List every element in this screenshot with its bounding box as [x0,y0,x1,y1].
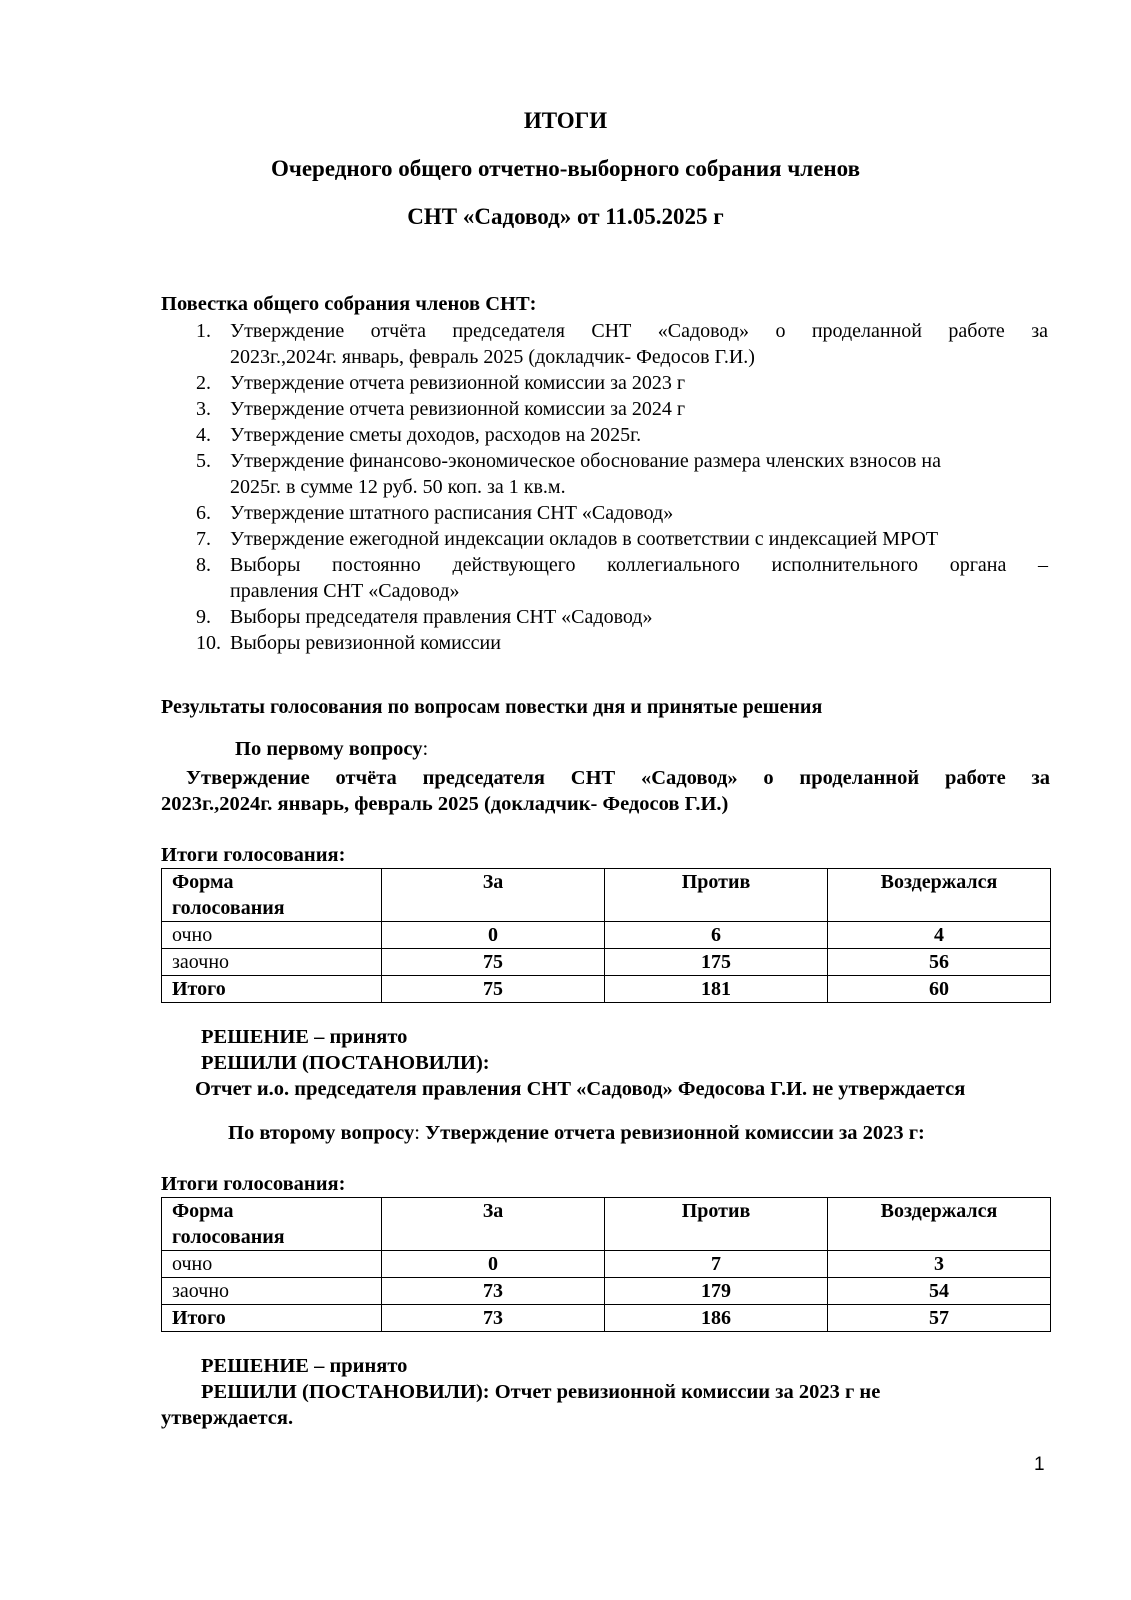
col-header-form-l2: голосования [172,897,285,919]
table-cell: очно [162,922,382,949]
q1-question-line2: 2023г.,2024г. январь, февраль 2025 (докладчик- Федосов Г.И.) [161,793,729,815]
agenda-item-text: Утверждение сметы доходов, расходов на 2025г. [230,424,642,446]
agenda-item [196,370,1048,396]
agenda-item-number: 6. [196,502,211,524]
col-header-form [162,869,382,922]
table-header-row [162,869,1051,922]
agenda-item-text-cont: правления СНТ «Садовод» [230,580,460,602]
table-cell: Итого [162,976,382,1003]
agenda-item [196,318,1048,370]
q1-label: По первому вопросу [235,738,423,760]
q2-resolved-cont: утверждается. [161,1407,294,1429]
table-cell: 56 [828,949,1051,976]
doc-subtitle-line2: СНТ «Садовод» от 11.05.2025 г [407,204,724,229]
agenda-item [196,396,1048,422]
agenda-item-number: 2. [196,372,211,394]
q2-label: По второму вопросу [228,1122,415,1144]
agenda-item-text: Утверждение отчета ревизионной комиссии за 2024 г [230,398,686,420]
agenda-item-text: Выборы ревизионной комиссии [230,632,501,654]
results-heading: Результаты голосования по вопросам повестки дня и принятые решения [161,696,823,718]
table-cell: заочно [162,949,382,976]
table-cell: 179 [605,1278,828,1305]
table-row-total [162,976,1051,1003]
agenda-item-text: Утверждение штатного расписания СНТ «Садовод» [230,502,674,524]
agenda-item-number: 5. [196,450,211,472]
agenda-item [196,604,1048,630]
table-row [162,1278,1051,1305]
doc-title: ИТОГИ [523,108,608,133]
q2-label-colon: : [414,1122,420,1144]
agenda-item [196,500,1048,526]
table-row [162,922,1051,949]
agenda-list [196,318,1048,656]
table-cell: 0 [382,922,605,949]
col-header-against: Против [605,869,828,922]
q2-decision: РЕШЕНИЕ – принято [201,1355,408,1377]
q1-resolved: РЕШИЛИ (ПОСТАНОВИЛИ): [201,1052,490,1074]
doc-subtitle-line1: Очередного общего отчетно-выборного собрания членов [270,156,861,181]
col-header-form [162,1198,382,1251]
agenda-item-number: 1. [196,320,211,342]
col-header-abstain: Воздержался [828,1198,1051,1251]
table-cell: 175 [605,949,828,976]
table-cell: Итого [162,1305,382,1332]
table-row [162,1251,1051,1278]
agenda-item-number: 10. [196,632,221,654]
table-cell: 186 [605,1305,828,1332]
q1-vote-table [161,868,1051,1003]
table-cell: 6 [605,922,828,949]
agenda-item-text: Утверждение отчёта председателя СНТ «Садовод» о проделанной работе за [230,320,1048,342]
agenda-item-text: Выборы председателя правления СНТ «Садовод» [230,606,653,628]
q1-resolution: Отчет и.о. председателя правления СНТ «Садовод» Федосова Г.И. не утверждается [195,1078,966,1100]
q2-resolved: РЕШИЛИ (ПОСТАНОВИЛИ): Отчет ревизионной комиссии за 2023 г не [201,1381,881,1403]
agenda-item-number: 8. [196,554,211,576]
table-cell: заочно [162,1278,382,1305]
col-header-against: Против [605,1198,828,1251]
col-header-for: За [382,869,605,922]
table-cell: 4 [828,922,1051,949]
q2-question: Утверждение отчета ревизионной комиссии за 2023 г: [425,1122,925,1144]
col-header-form-l1: Форма [172,871,234,893]
table-cell: 75 [382,949,605,976]
q2-label-line [228,1120,925,1146]
agenda-item-text: Утверждение финансово-экономическое обоснование размера членских взносов на [230,450,942,472]
table-cell: 75 [382,976,605,1003]
table-cell: 181 [605,976,828,1003]
agenda-item-text: Утверждение отчета ревизионной комиссии за 2023 г [230,372,686,394]
agenda-item [196,552,1048,604]
agenda-item [196,448,1048,500]
q1-question-line1: Утверждение отчёта председателя СНТ «Садовод» о проделанной работе за [186,767,1050,789]
col-header-for: За [382,1198,605,1251]
agenda-item-text-cont: 2025г. в сумме 12 руб. 50 коп. за 1 кв.м. [230,476,566,498]
col-header-form-l1: Форма [172,1200,234,1222]
table-cell: 54 [828,1278,1051,1305]
agenda-item [196,526,1048,552]
q1-label-colon: : [422,738,429,760]
agenda-item-number: 4. [196,424,211,446]
page-number: 1 [1034,1454,1045,1475]
table-header-row [162,1198,1051,1251]
table-cell: 57 [828,1305,1051,1332]
q2-totals-label: Итоги голосования: [161,1173,346,1195]
table-row [162,949,1051,976]
agenda-item-number: 3. [196,398,211,420]
col-header-form-l2: голосования [172,1226,285,1248]
agenda-item-text: Утверждение ежегодной индексации окладов в соответствии с индексацией МРОТ [230,528,939,550]
agenda-heading: Повестка общего собрания членов СНТ: [161,293,537,315]
table-cell: очно [162,1251,382,1278]
agenda-item-text: Выборы постоянно действующего коллегиального исполнительного органа – [230,554,1048,576]
agenda-item [196,422,1048,448]
table-cell: 0 [382,1251,605,1278]
col-header-abstain: Воздержался [828,869,1051,922]
table-row-total [162,1305,1051,1332]
table-cell: 3 [828,1251,1051,1278]
table-cell: 60 [828,976,1051,1003]
agenda-item-number: 7. [196,528,211,550]
q1-decision: РЕШЕНИЕ – принято [201,1026,408,1048]
agenda-item [196,630,1048,656]
table-cell: 73 [382,1278,605,1305]
q1-totals-label: Итоги голосования: [161,844,346,866]
q1-label-line [235,736,428,762]
agenda-item-number: 9. [196,606,211,628]
agenda-item-text-cont: 2023г.,2024г. январь, февраль 2025 (докладчик- Федосов Г.И.) [230,346,755,368]
q2-vote-table [161,1197,1051,1332]
table-cell: 7 [605,1251,828,1278]
table-cell: 73 [382,1305,605,1332]
